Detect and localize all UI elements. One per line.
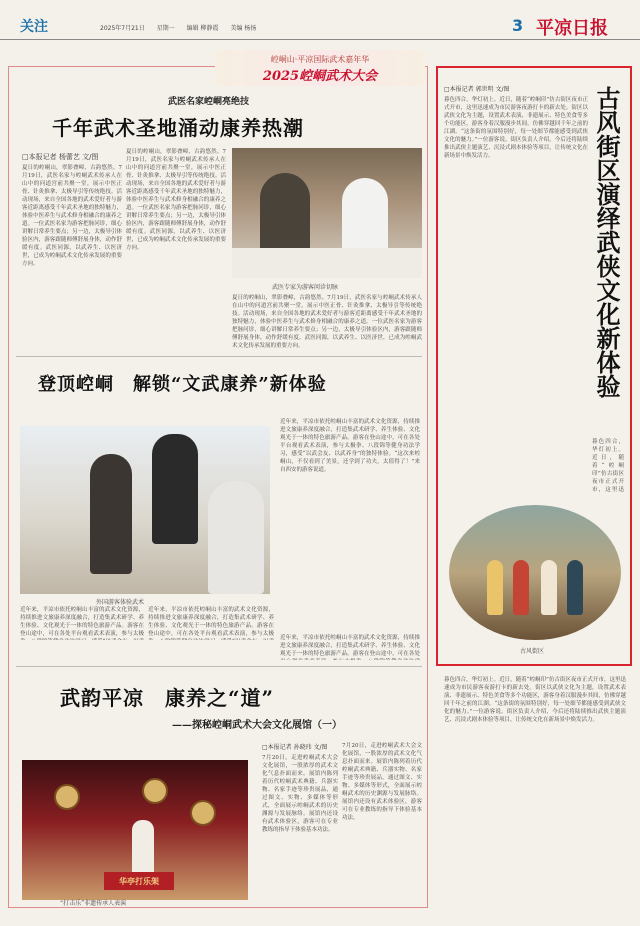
article1-body-col2: 夏日的崆峒山，翠影叠嶂，古韵悠然。7月19日，武医名家与崆峒武术传承人在山中的问道宫前共聚一堂，展示中医正骨、针灸推拿、太极导引等传统绝技。活动现场，来自全国各地的武术爱好者与游客近距离感受千年武术圣地的独特魅力，体验中医养生与武术修身相融合的康养之道。一位武医名家为游客把脉问诊，细心讲解日常养生要点；另一边，太极导引体验区内，游客跟随师傅舒展身体，动作舒缓有度。武医同源，以武养生、以医济世，已成为崆峒武术文化传承发展的重要方向。 xyxy=(126,149,226,251)
divider xyxy=(16,666,422,667)
issue-date: 2025年7月21日 xyxy=(100,25,145,32)
article3-body-side: 暮色四合，华灯初上。近日，随着“崆峒印”仿古街区夜市正式开市，这里迅 xyxy=(592,439,624,493)
designer-credit: 美编 杨扬 xyxy=(230,25,257,32)
issue-weekday: 星期一 xyxy=(156,25,175,32)
article3-byline: □本报记者 郭世明 文/图 xyxy=(444,86,510,93)
article3-body-lower: 暮色四合，华灯初上。近日，随着“崆峒印”仿古街区夜市正式开市，这里迅速成为市民游客夜游打卡的新去处。街区以武侠文化为主题，设置武术表演、非遗展示、特色美食等多个功能区，游客身着汉服漫步其间，仿佛穿越回千年之前的江湖。“这条街的氛围特别好，每一处细节都能感受到武侠文化的魅力。”一位游客说。街区负责人介绍，今后还将陆续推出武侠主题演艺、沉浸式剧本体验等项目，让传统文化在新场景中焕发活力。 xyxy=(444,677,626,723)
photo-desk xyxy=(232,248,422,278)
photo-figure xyxy=(567,560,583,615)
article1-kicker: 武医名家崆峒亮绝技 xyxy=(168,97,250,107)
page-number: 3 xyxy=(512,16,524,35)
event-banner xyxy=(215,50,425,86)
article4-headline: 武韵平凉 康养之“道” xyxy=(60,686,275,710)
photo-gong xyxy=(142,778,168,804)
editor-credit: 编辑 柳静霞 xyxy=(186,25,219,32)
article3-vertical-headline: 古风街区演绎武侠文化新体验 xyxy=(592,86,621,398)
photo-participant xyxy=(152,434,198,544)
photo-performer xyxy=(132,820,154,880)
banner-top-line: 崆峒山·平凉国际武术嘉年华 xyxy=(270,55,370,64)
article1-photo xyxy=(232,148,422,278)
article1-headline: 千年武术圣地涌动康养热潮 xyxy=(52,116,304,140)
paper-logo: 平凉日报 xyxy=(536,18,608,39)
photo-performer xyxy=(90,454,132,574)
article2-headline: 登顶崆峒 解锁“文武康养”新体验 xyxy=(38,374,327,395)
article3-body-upper: 暮色四合，华灯初上。近日，随着“崆峒印”仿古街区夜市正式开市，这里迅速成为市民游客夜游打卡的新去处。街区以武侠文化为主题，设置武术表演、非遗展示、特色美食等多个功能区，游客身着汉服漫步其间，仿佛穿越回千年之前的江湖。“这条街的氛围特别好，每一处细节都能感受到武侠文化的魅力。”一位游客说。街区负责人介绍，今后还将陆续推出武侠主题演艺、沉浸式剧本体验等项目，让传统文化在新场景中焕发活力。 xyxy=(444,97,588,159)
article4-photo xyxy=(22,760,248,900)
article2-photo-caption: 外国游客体验武术 xyxy=(96,599,145,606)
article2-body-col2: 近年来，平凉市依托崆峒山丰富的武术文化资源，持续推进文旅康养深度融合，打造集武术研学、养生体验、文化观光于一体的特色旅游产品。游客在登山途中，可在各处平台观看武术表演，参与太极 xyxy=(148,607,274,637)
page-header xyxy=(0,0,640,40)
article4-body-col1: 7月20日，走进崆峒武术大会文化展馆，一股浓厚的武术文化气息扑面而来。展馆内陈列着历代崆峒武术典籍、兵器实物、名家手迹等珍贵展品，通过图文、实物、多媒体等形式，全面展示崆峒武术的历史渊源与发展脉络。展馆内还设有武术体验区，游客可在专业教练的指导下体验基本功法。 xyxy=(262,755,338,833)
article3-photo-caption: 古风街区 xyxy=(520,648,545,655)
photo-gong xyxy=(54,784,80,810)
photo-figure xyxy=(513,560,529,615)
section-label: 关注 xyxy=(20,19,48,35)
article4-byline: □本报记者 孙晓玮 文/图 xyxy=(262,744,328,751)
article2-photo xyxy=(20,426,270,594)
photo-sign: 华亭打乐架 xyxy=(104,872,174,890)
banner-main-line: 2025崆峒武术大会 xyxy=(262,69,378,84)
divider xyxy=(16,356,422,357)
photo-doctor xyxy=(342,178,388,258)
photo-gong xyxy=(190,800,216,826)
article4-photo-caption: “打击乐”非遗传承人表演 xyxy=(60,900,127,907)
article1-photo-caption: 武医专家为游客问诊切脉 xyxy=(272,284,339,291)
article1-body-col1: 夏日的崆峒山，翠影叠嶂，古韵悠然。7月19日，武医名家与崆峒武术传承人在山中的问道宫前共聚一堂，展示中医正骨、针灸推拿、太极导引等传统绝技。活动现场，来自全国各地的武术爱好者与游客近距离感受千年武术圣地的独特魅力，体验中医养生与武术修身相融合的康养之道。一位武医名家为游客把脉问诊，细心讲解日常养生要点；另一边，太极导引体验区内，游客跟随师傅舒展身体，动作舒缓有度。武医同源，以武养生、以医济世，已成为崆峒武术文化传承发展的重要方向。 xyxy=(22,165,122,267)
article4-subhead: ——探秘崆峒武术大会文化展馆（一） xyxy=(172,720,342,731)
article2-body-right: 近年来，平凉市依托崆峒山丰富的武术文化资源，持续推进文旅康养深度融合，打造集武术研学、养生体验、文化观光于一体的特色旅游产品。游客在登山途中，可在各处平台观看武术表演，参与太极拳、八段锦等健身功法学习，感受“以武会友、以武养身”的独特体验。“这次来崆峒山，不仅看到了美景，还学到了功夫，太值得了！”来自西安的游客说道。 xyxy=(280,419,420,473)
photo-onlooker xyxy=(208,481,264,594)
photo-figure xyxy=(487,560,503,615)
article4-body-col2: 7月20日，走进崆峒武术大会文化展馆，一股浓厚的武术文化气息扑面而来。展馆内陈列着历代崆峒武术典籍、兵器实物、名家手迹等珍贵展品，通过图文、实物、多媒体等形式，全面展示崆峒武术的历史渊源与发展脉络。展馆内还设有武术体验区，游客可在专业教练的指导下体验基本功法。 xyxy=(342,743,422,821)
article2-body-col3: 近年来，平凉市依托崆峒山丰富的武术文化资源，持续推进文旅康养深度融合，打造集武术研学、养生体验、文化观光于一体的特色旅游产品。游客在登山途中，可在各处 xyxy=(280,635,420,657)
article1-byline: □本报记者 杨蕾艺 文/图 xyxy=(22,153,99,161)
photo-figure xyxy=(541,560,557,615)
article1-body-col3: 夏日的崆峒山，翠影叠嶂，古韵悠然。7月19日，武医名家与崆峒武术传承人在山中的问道宫前共聚一堂，展示中医正骨、针灸推拿、太极导引等传统绝技。活动现场，来自全国各地的武术爱好者与游客近距离感受千年武术圣地的独特魅力，体验中医养生与武术修身相融合的康养之道。一位武医名家为游客把脉问诊，细心讲解日常养生要点；另一边，太极导引体验区内，游客跟随师傅舒展身体，动作舒缓有度。武医同源，以武养生、以医济世，已成为崆峒武术文化传承发展的重要方向。 xyxy=(232,295,422,349)
article3-photo xyxy=(449,505,621,640)
article2-body-col1: 近年来，平凉市依托崆峒山丰富的武术文化资源，持续推进文旅康养深度融合，打造集武术研学、养生体验、文化观光于一体的特色旅游产品。游客在登山途中，可在各处平台观看武术表演，参与太极 xyxy=(20,607,144,637)
header-meta xyxy=(100,23,266,32)
